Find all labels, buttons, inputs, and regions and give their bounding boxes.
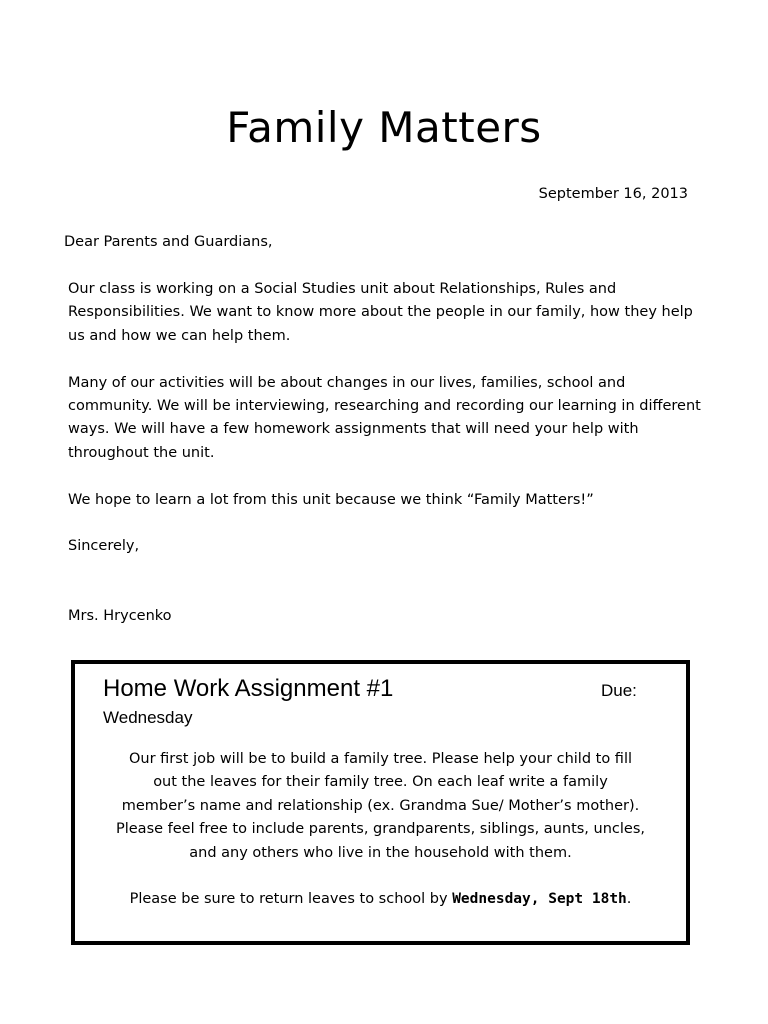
homework-title: Home Work Assignment #1: [103, 675, 394, 702]
homework-line: out the leaves for their family tree. On each leaf write a family: [153, 774, 608, 791]
closing: Sincerely,: [68, 538, 140, 554]
homework-due-day: Wednesday: [103, 708, 193, 727]
homework-instructions: [85, 748, 676, 865]
return-suffix: .: [626, 891, 632, 907]
paragraph-hope: We hope to learn a lot from this unit because we think “Family Matters!”: [68, 491, 594, 508]
homework-line: member’s name and relationship (ex. Grandma Sue/ Mother’s mother).: [121, 797, 640, 814]
return-date: Wednesday, Sept 18th: [452, 891, 627, 907]
salutation: Dear Parents and Guardians,: [64, 234, 273, 250]
homework-return-note: [85, 888, 676, 911]
signature: Mrs. Hrycenko: [68, 608, 172, 624]
page-title: Family Matters: [226, 103, 542, 152]
homework-line: and any others who live in the household with them.: [189, 844, 572, 861]
letter-date: September 16, 2013: [538, 186, 688, 202]
homework-line: Our first job will be to build a family tree. Please help your child to fill: [128, 751, 632, 767]
paragraph-intro: Our class is working on a Social Studies unit about Relationships, Rules and Responsibilities. We want to know more about the people in our family, how they help us and how we can help them.: [68, 281, 693, 344]
homework-box: [71, 660, 690, 945]
paragraph-activities: Many of our activities will be about changes in our lives, families, school and community. We will be interviewing, researching and recording our learning in different ways. We will have a few homework assignments that will need your help with throughout the unit.: [68, 374, 701, 461]
homework-line: Please feel free to include parents, grandparents, siblings, aunts, uncles,: [115, 821, 645, 838]
return-prefix: Please be sure to return leaves to school by: [129, 891, 453, 907]
homework-due-label: Due:: [601, 681, 637, 700]
letter-body: [68, 278, 708, 535]
